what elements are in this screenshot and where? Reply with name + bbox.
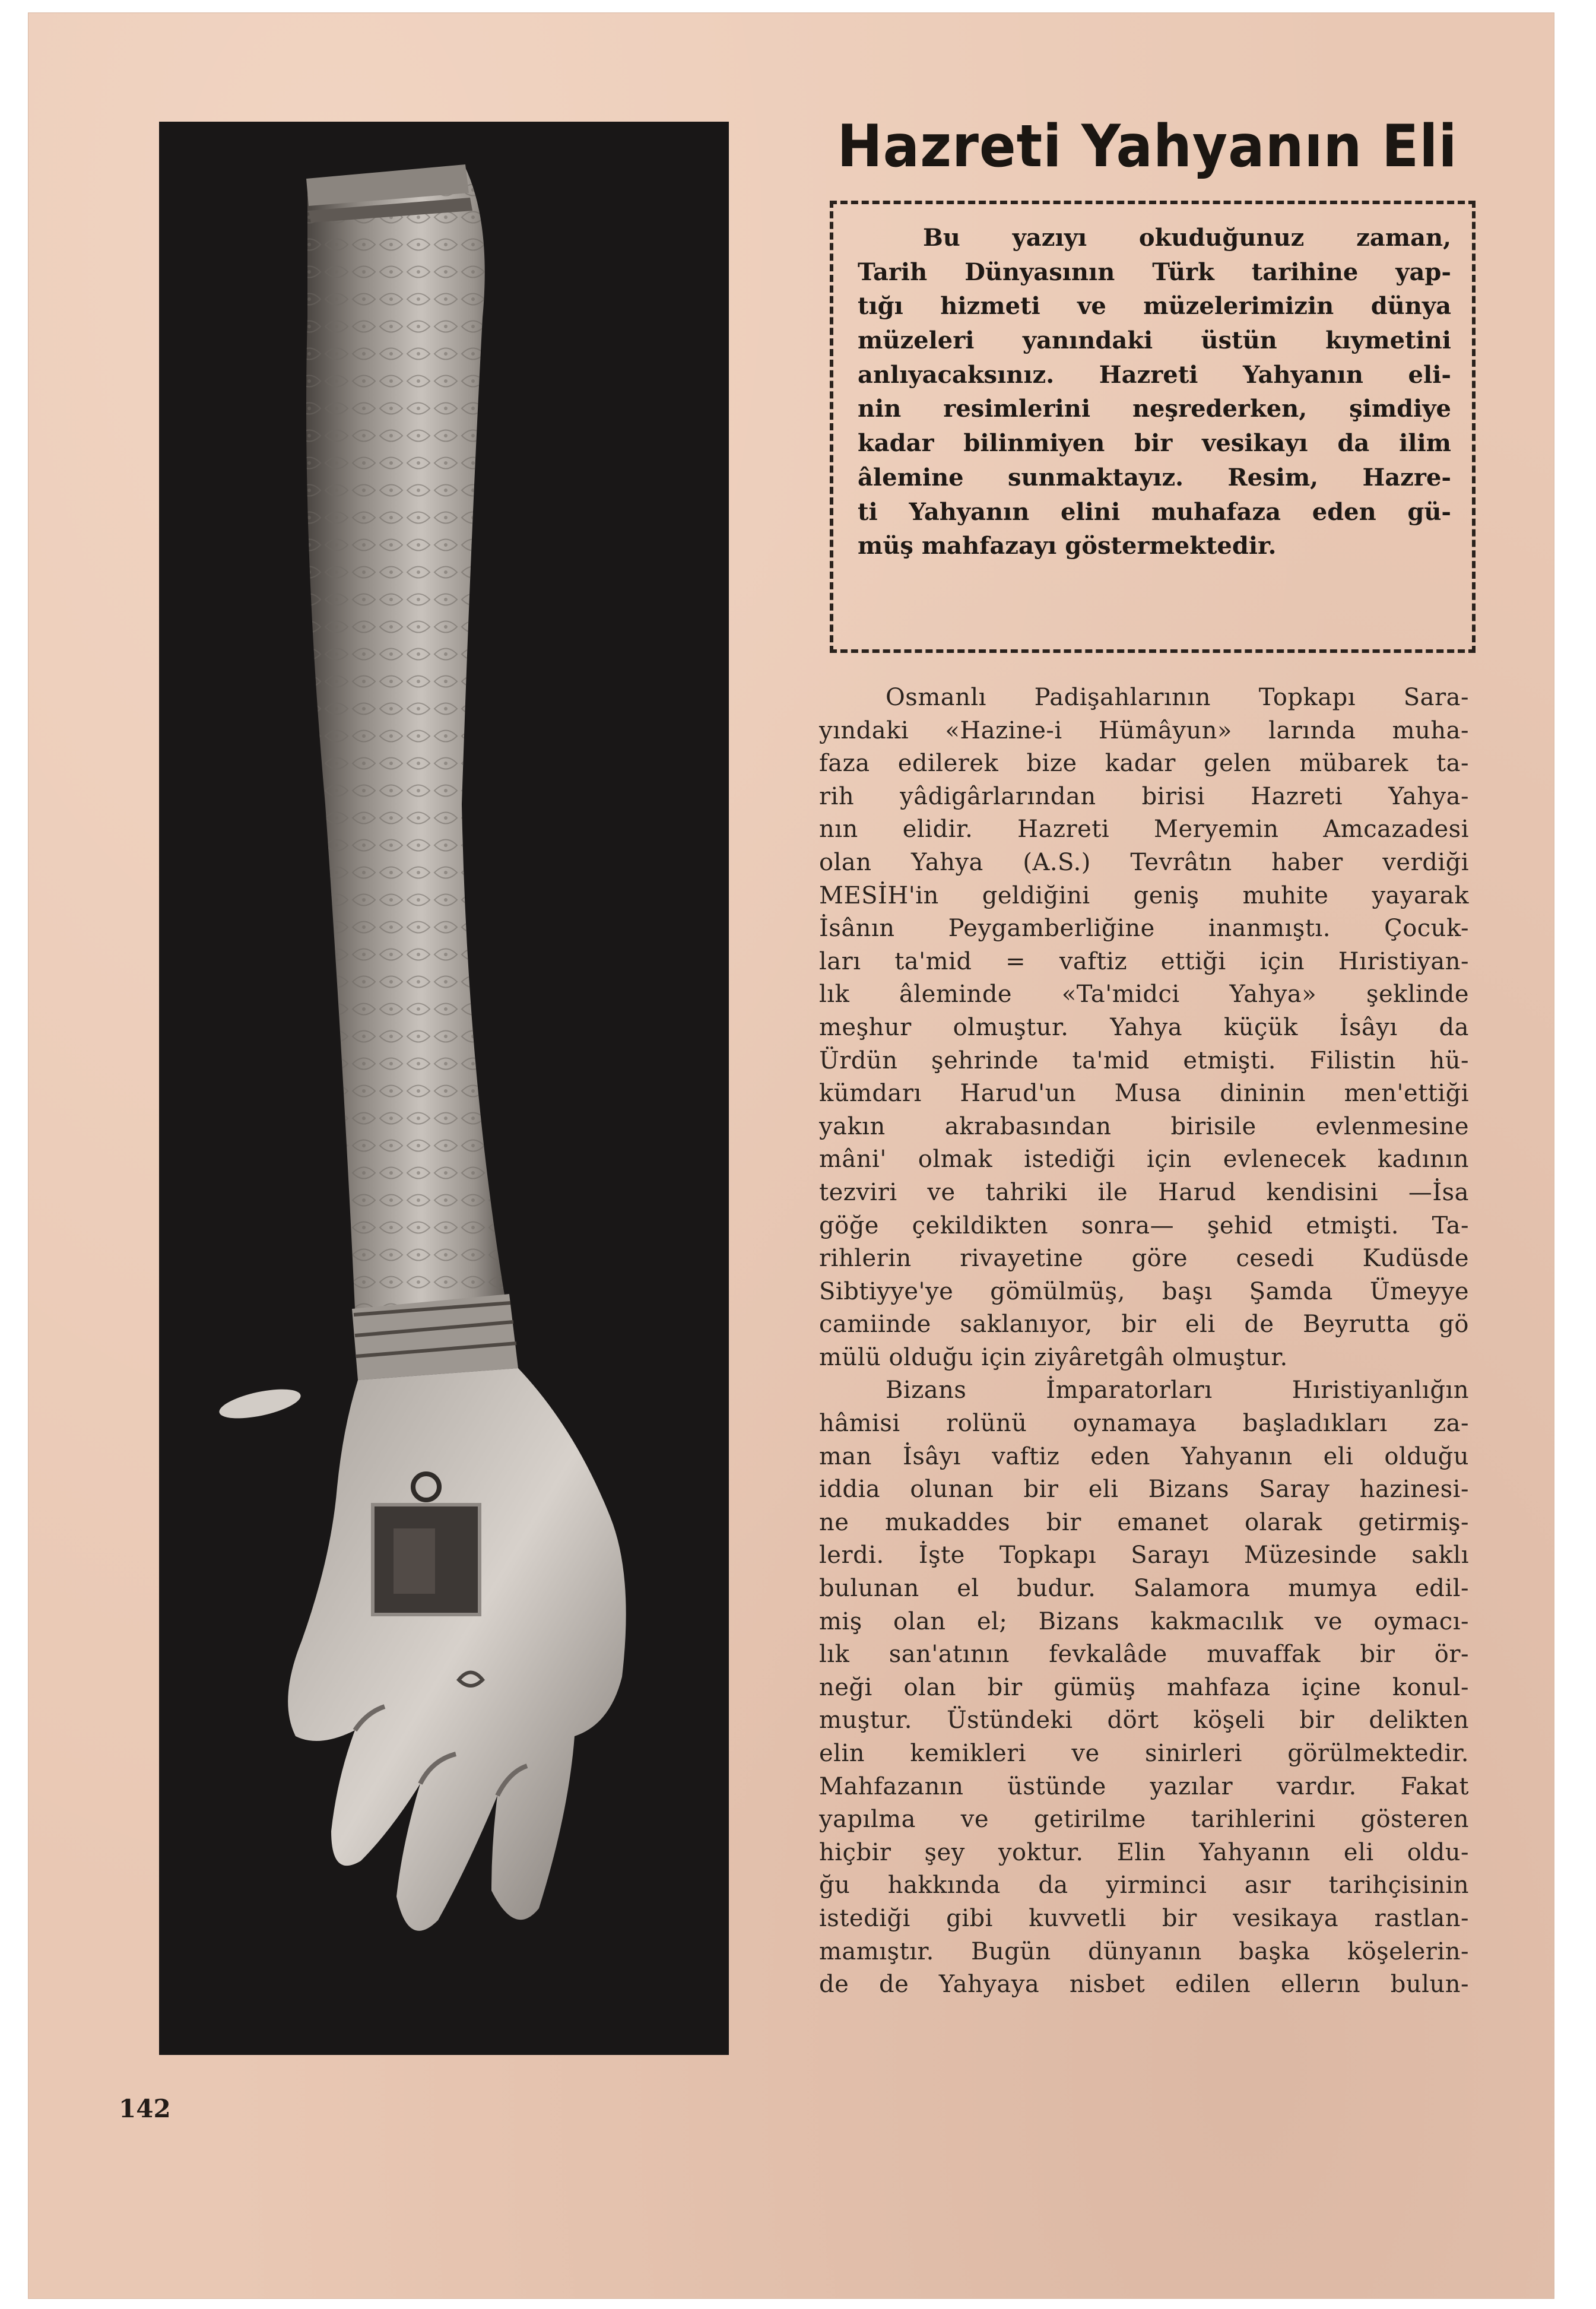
body-line: Ürdün şehrinde ta'mid etmişti. Filistin hü- <box>819 1046 1469 1074</box>
body-line: MESİH'in geldiğini geniş muhite yayarak <box>819 881 1469 909</box>
body-line: faza edilerek bize kadar gelen mübarek ta- <box>819 750 1469 778</box>
body-line: yakın akrabasından birisile evlenmesine <box>819 1112 1469 1140</box>
intro-line: müzeleri yanındaki üstün kıymetini <box>858 326 1451 355</box>
body-line: olan Yahya (A.S.) Tevrâtın haber verdiği <box>819 848 1469 876</box>
intro-line: ti Yahyanın elini muhafaza eden gü- <box>858 497 1451 526</box>
intro-paragraph <box>858 221 1451 563</box>
body-line: yındaki «Hazine-i Hümâyun» larında muha- <box>819 716 1469 744</box>
body-line: iddia olunan bir eli Bizans Saray hazinesi- <box>819 1476 1469 1504</box>
body-line: lık san'atının fevkalâde muvaffak bir ör- <box>819 1641 1469 1669</box>
intro-line: Bu yazıyı okuduğunuz zaman, <box>923 224 1451 252</box>
body-line: Bizans İmparatorları Hıristiyanlığın <box>886 1376 1469 1404</box>
body-line: muştur. Üstündeki dört köşeli bir delikten <box>819 1707 1469 1734</box>
intro-line: nin resimlerini neşrederken, şimdiye <box>858 395 1451 423</box>
article-title: Hazreti Yahyanın Eli <box>837 113 1458 180</box>
body-line: rih yâdigârlarından birisi Hazreti Yahya- <box>819 782 1469 810</box>
intro-line: tığı hizmeti ve müzelerimizin dünya <box>858 292 1451 321</box>
body-line: İsânın Peygamberliğine inanmıştı. Çocuk- <box>819 915 1469 943</box>
body-line: hâmisi rolünü oynamaya başladıkları za- <box>819 1410 1469 1438</box>
intro-line: müş mahfazayı göstermektedir. <box>858 532 1277 560</box>
body-line: mâni' olmak istediği için evlenecek kadının <box>819 1146 1469 1173</box>
article-body <box>819 681 1469 2002</box>
body-line: man İsâyı vaftiz eden Yahyanın eli olduğu <box>819 1442 1469 1470</box>
body-line: ğu hakkında da yirminci asır tarihçisinin <box>819 1872 1469 1899</box>
body-line: mülü olduğu için ziyâretgâh olmuştur. <box>819 1343 1288 1371</box>
body-line: tezviri ve tahriki ile Harud kendisini —İsa <box>819 1178 1469 1206</box>
intro-line: kadar bilinmiyen bir vesikayı da ilim <box>858 429 1451 458</box>
body-line: Osmanlı Padişahlarının Topkapı Sara- <box>886 684 1469 711</box>
body-line: istediği gibi kuvvetli bir vesikaya rastlan- <box>819 1904 1469 1932</box>
body-line: mamıştır. Bugün dünyanın başka köşelerin- <box>819 1937 1469 1965</box>
body-line: lerdi. İşte Topkapı Sarayı Müzesinde saklı <box>819 1542 1469 1569</box>
silver-hand-reliquary-photo <box>159 122 729 2055</box>
page-number: 142 <box>119 2094 171 2123</box>
intro-line: âlemine sunmaktayız. Resim, Hazre- <box>858 463 1451 491</box>
body-line: ne mukaddes bir emanet olarak getirmiş- <box>819 1508 1469 1536</box>
body-line: de de Yahyaya nisbet edilen ellerın bulun- <box>819 1971 1469 1999</box>
intro-line: anlıyacaksınız. Hazreti Yahyanın eli- <box>858 360 1451 389</box>
body-line: elin kemikleri ve sinirleri görülmektedir. <box>819 1740 1469 1767</box>
body-line: kümdarı Harud'un Musa dininin men'ettiği <box>819 1080 1469 1108</box>
body-line: lık âleminde «Ta'midci Yahya» şeklinde <box>819 981 1469 1008</box>
body-line: göğe çekildikten sonra— şehid etmişti. Ta- <box>819 1211 1469 1239</box>
body-line: ları ta'mid = vaftiz ettiği için Hıristiyan- <box>819 947 1469 975</box>
body-line: Sibtiyye'ye gömülmüş, başı Şamda Ümeyye <box>819 1277 1469 1305</box>
body-line: yapılma ve getirilme tarihlerini gösteren <box>819 1806 1469 1834</box>
body-line: Mahfazanın üstünde yazılar vardır. Fakat <box>819 1772 1469 1800</box>
body-line: rihlerin rivayetine göre cesedi Kudüsde <box>819 1245 1469 1273</box>
body-line: hiçbir şey yoktur. Elin Yahyanın eli oldu- <box>819 1838 1469 1866</box>
body-line: miş olan el; Bizans kakmacılık ve oymacı- <box>819 1607 1469 1635</box>
body-line: meşhur olmuştur. Yahya küçük İsâyı da <box>819 1013 1469 1041</box>
body-line: nın elidir. Hazreti Meryemin Amcazadesi <box>819 816 1469 843</box>
body-line: neği olan bir gümüş mahfaza içine konul- <box>819 1673 1469 1701</box>
intro-line: Tarih Dünyasının Türk tarihine yap- <box>858 258 1451 286</box>
body-line: bulunan el budur. Salamora mumya edil- <box>819 1575 1469 1603</box>
body-line: camiinde saklanıyor, bir eli de Beyrutta gö <box>819 1311 1469 1339</box>
